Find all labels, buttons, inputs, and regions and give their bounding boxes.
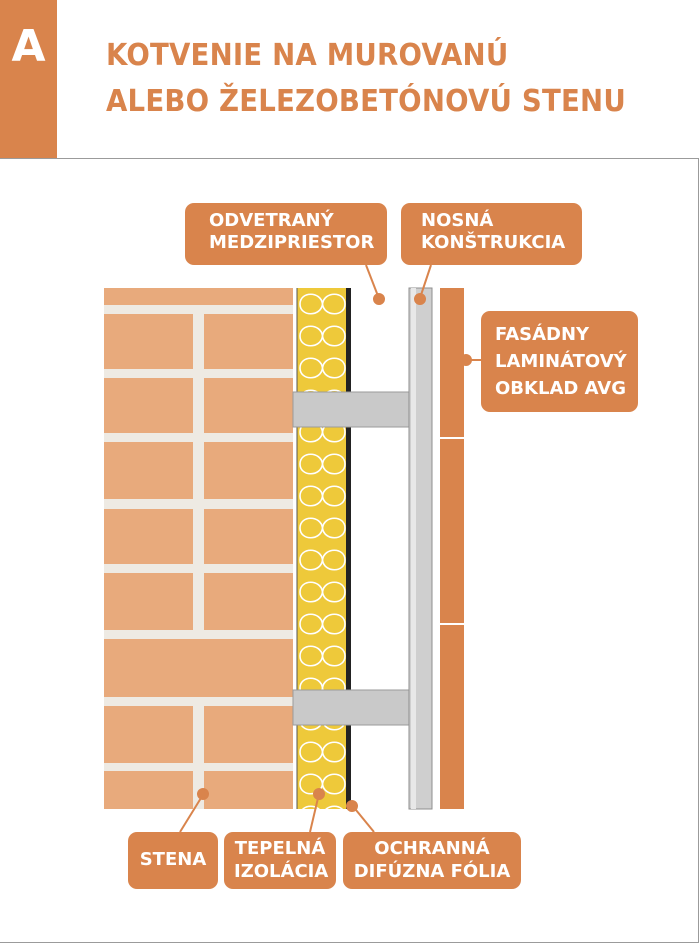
leader-dot-nosna [415,294,425,304]
label-line: STENA [139,849,207,870]
diffusion-membrane [346,288,351,809]
laminate-cladding [440,288,464,809]
label-line: FASÁDNY [495,324,590,345]
brick [204,509,293,564]
brick [104,314,193,369]
leader-dot-tepelna [314,789,324,799]
title-line-2: ALEBO ŽELEZOBETÓNOVÚ STENU [106,84,626,119]
label-line: OBKLAD AVG [495,378,626,399]
brick [204,771,293,809]
label-line: ODVETRANÝ [209,210,334,231]
label-line: OCHRANNÁ [374,838,490,859]
label-line: KONŠTRUKCIA [421,232,566,253]
label-load-bearing-structure [401,203,582,265]
label-line: MEDZIPRIESTOR [209,232,375,253]
leader-dot-ochranna [347,801,357,811]
label-diffusion-membrane [343,832,521,889]
cladding-panel [440,439,464,623]
section-letter: A [11,21,46,72]
brick [204,706,293,763]
cladding-panel [440,625,464,809]
label-line: LAMINÁTOVÝ [495,351,627,372]
brick-wall [104,288,293,809]
leader-odvetrany [366,265,378,296]
label-line: TEPELNÁ [234,838,326,859]
label-line: NOSNÁ [421,210,494,231]
label-facade-cladding [481,311,638,412]
brick [204,442,293,499]
label-line: DIFÚZNA FÓLIA [353,861,511,882]
brick [104,378,193,433]
label-ventilated-gap [185,203,387,265]
brick [104,288,293,305]
title-line-1: KOTVENIE NA MUROVANÚ [106,38,509,73]
leader-dot-stena [198,789,208,799]
profile-highlight [411,288,416,809]
label-line: IZOLÁCIA [234,861,329,882]
anchor-bracket-bottom [293,690,410,725]
brick [104,573,193,630]
brick [104,509,193,564]
label-wall [128,832,218,889]
brick [204,573,293,630]
anchor-bracket-top [293,392,410,427]
thermal-insulation [297,288,348,809]
leader-ochranna [356,810,374,832]
brick [104,442,193,499]
brick [204,314,293,369]
leader-dot-fasadny [461,355,471,365]
brick [204,378,293,433]
brick [104,706,193,763]
brick [104,771,193,809]
brick [104,639,293,697]
cladding-panel [440,288,464,437]
leader-dot-odvetrany [374,294,384,304]
label-thermal-insulation [224,832,336,889]
